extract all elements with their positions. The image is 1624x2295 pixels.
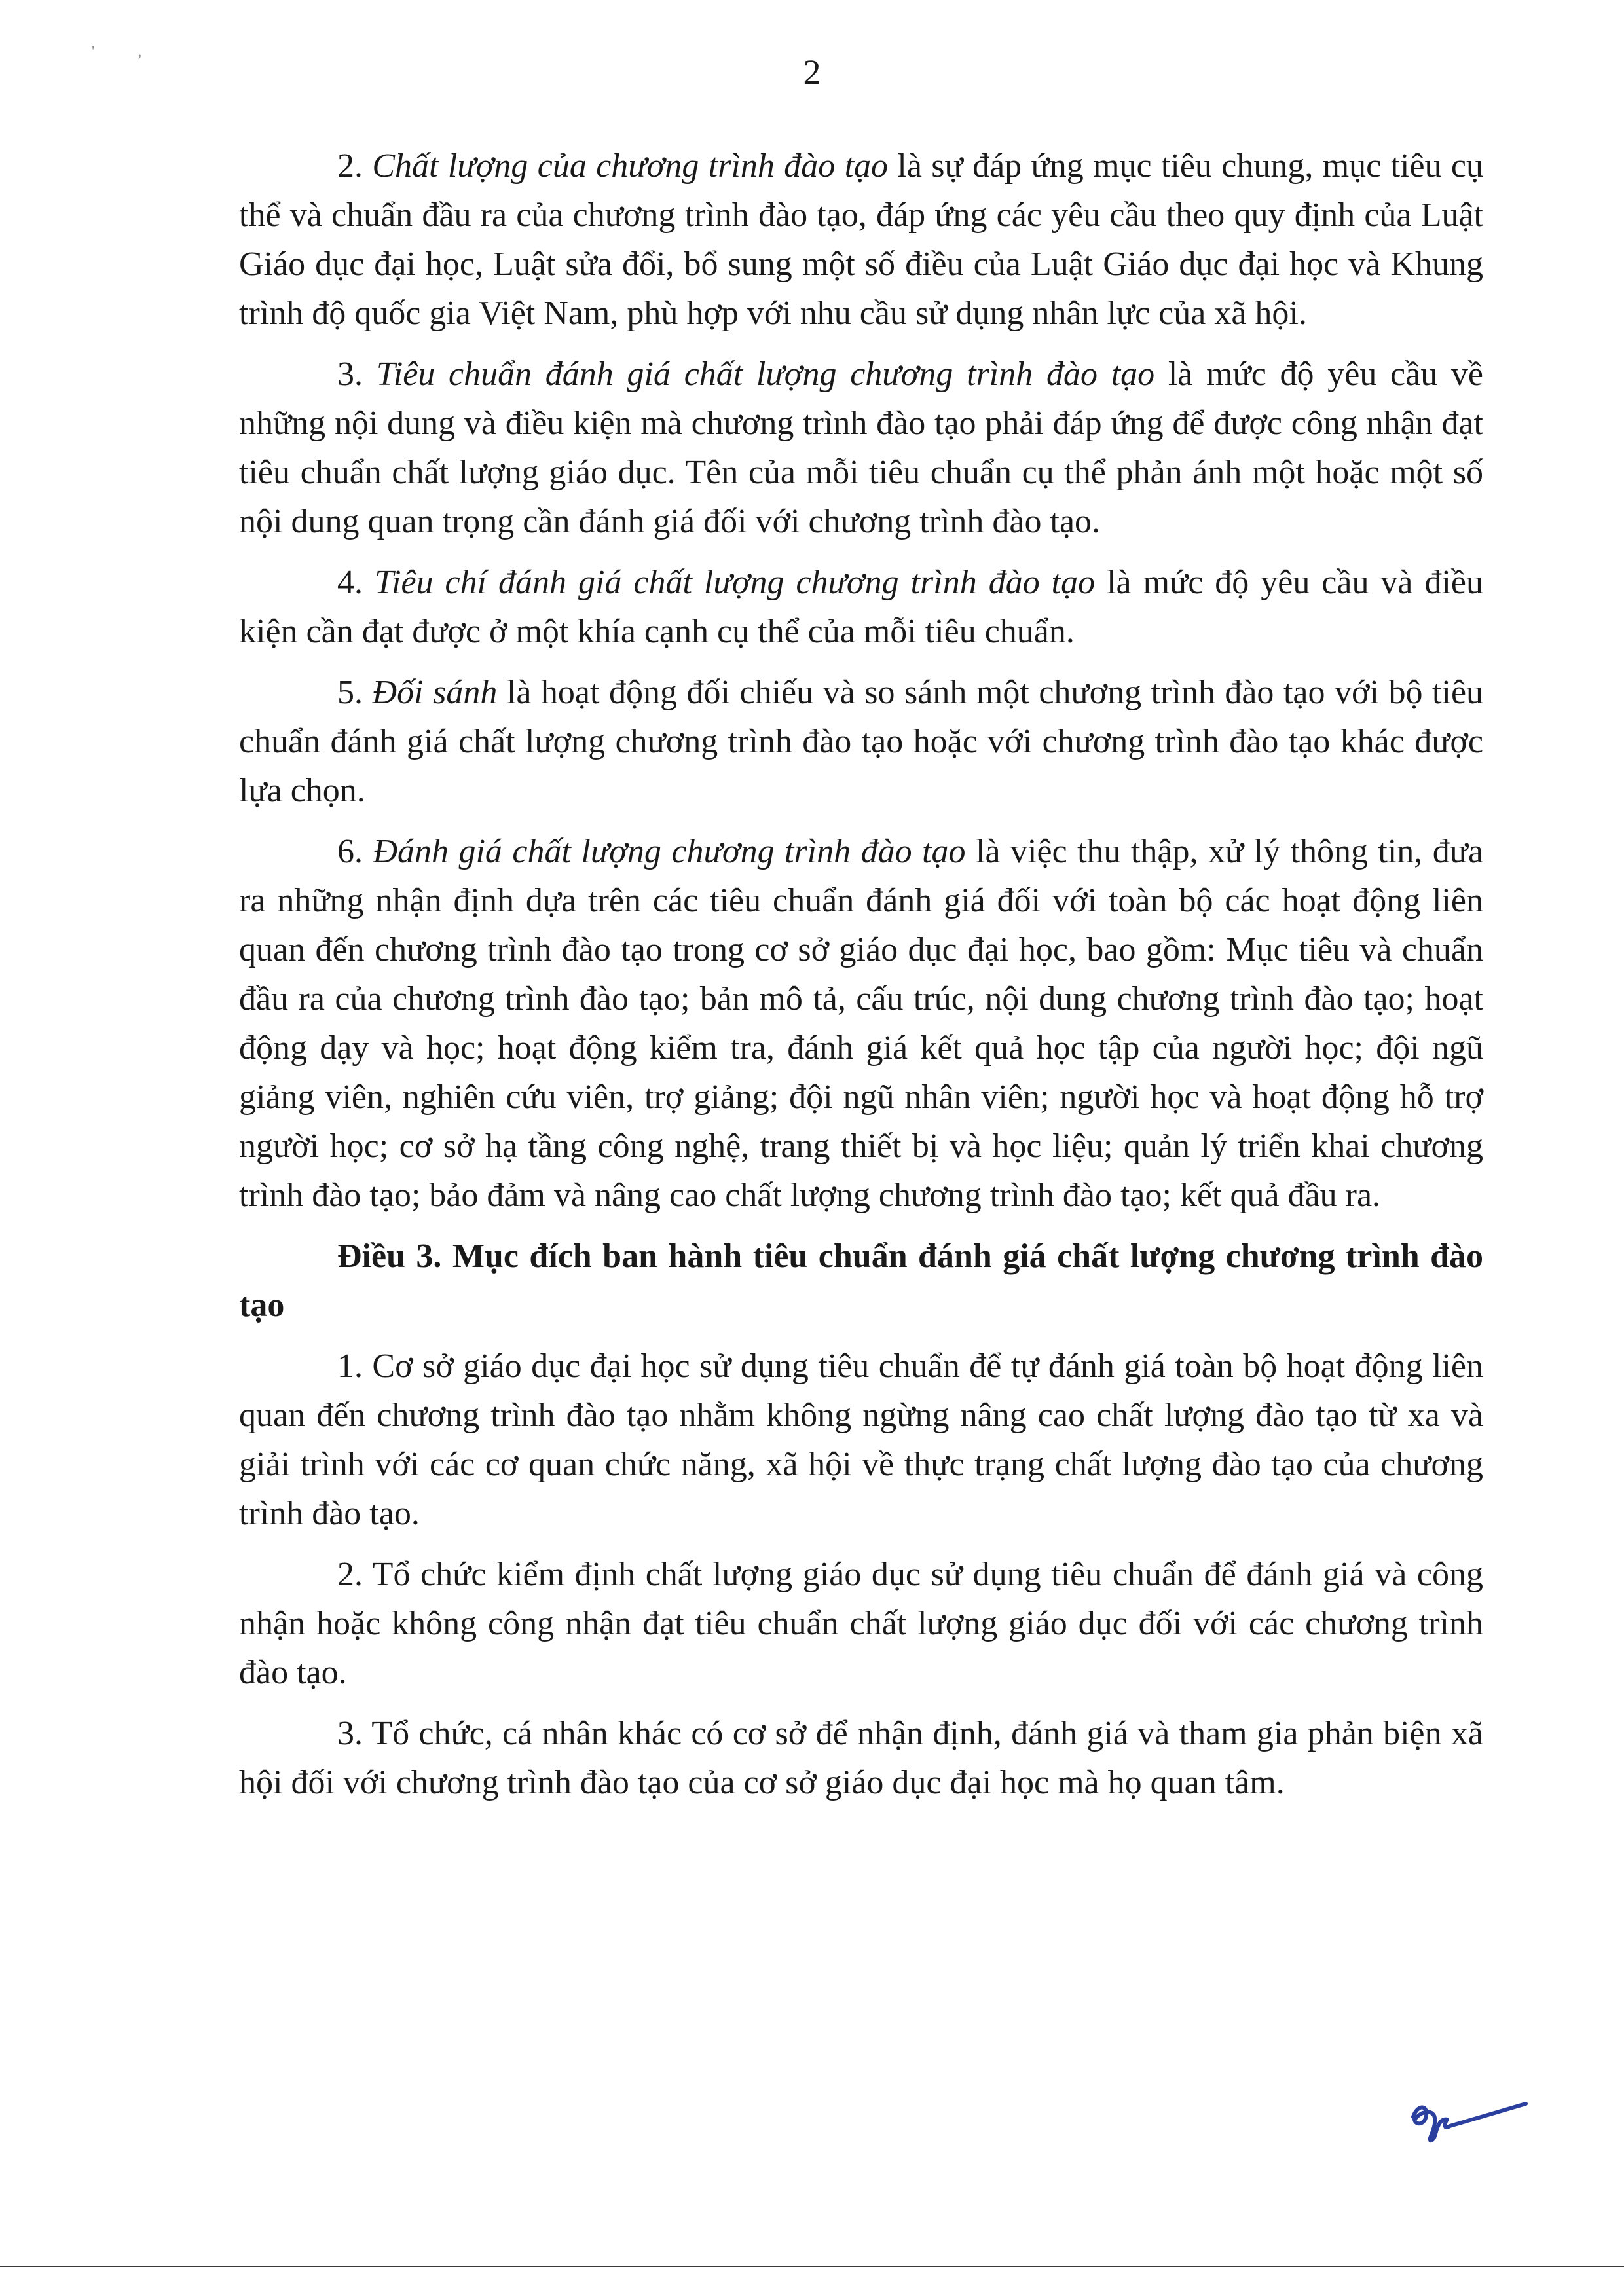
page-bottom-rule — [0, 2266, 1624, 2267]
article-3-heading: Điều 3. Mục đích ban hành tiêu chuẩn đánh giá chất lượng chương trình đào tạo — [239, 1238, 1483, 1324]
item-number: 3. — [337, 356, 363, 393]
item-number: 6. — [337, 833, 363, 870]
definition-item-4 — [239, 558, 1483, 656]
article-3-item-1: 1. Cơ sở giáo dục đại học sử dụng tiêu chuẩn để tự đánh giá toàn bộ hoạt động liên quan đến chương trình đào tạo nhằm không ngừng nâng cao chất lượng đào tạo từ xa và giải trình với các cơ quan chức năng, xã hội về thực trạng chất lượng đào tạo của chương trình đào tạo. — [239, 1348, 1483, 1532]
definition-text: là sự đáp ứng mục tiêu chung, mục tiêu cụ thể và chuẩn đầu ra của chương trình đào tạo, đáp ứng các yêu cầu theo quy định của Luật Giáo dục đại học, Luật sửa đổi, bổ sung một số điều của Luật Giáo dục đại học và Khung trình độ quốc gia Việt Nam, phù hợp với nhu cầu sử dụng nhân lực của xã hội. — [239, 147, 1484, 332]
definition-text: là mức độ yêu cầu về những nội dung và điều kiện mà chương trình đào tạo phải đáp ứng để được công nhận đạt tiêu chuẩn chất lượng giáo dục. Tên của mỗi tiêu chuẩn cụ thể phản ánh một hoặc một số nội dung quan trọng cần đánh giá đối với chương trình đào tạo. — [239, 356, 1484, 540]
definition-text: là mức độ yêu cầu và điều kiện cần đạt được ở một khía cạnh cụ thể của mỗi tiêu chuẩn. — [239, 564, 1484, 650]
scan-artifact: ' , — [92, 43, 162, 60]
item-number: 5. — [337, 674, 363, 711]
handwritten-initials-signature — [1401, 2085, 1532, 2157]
article-3-item-2: 2. Tổ chức kiểm định chất lượng giáo dục sử dụng tiêu chuẩn để đánh giá và công nhận hoặc không công nhận đạt tiêu chuẩn chất lượng giáo dục đối với các chương trình đào tạo. — [239, 1556, 1483, 1691]
definition-item-5 — [239, 668, 1483, 815]
item-number: 4. — [337, 564, 363, 601]
defined-term: Tiêu chí đánh giá chất lượng chương trình đào tạo — [374, 564, 1096, 601]
article-3-item-3: 3. Tổ chức, cá nhân khác có cơ sở để nhận định, đánh giá và tham gia phản biện xã hội đối với chương trình đào tạo của cơ sở giáo dục đại học mà họ quan tâm. — [239, 1715, 1483, 1801]
defined-term: Đánh giá chất lượng chương trình đào tạo — [373, 833, 966, 870]
item-number: 2. — [337, 147, 363, 185]
definition-text: là hoạt động đối chiếu và so sánh một chương trình đào tạo với bộ tiêu chuẩn đánh giá chất lượng chương trình đào tạo hoặc với chương trình đào tạo khác được lựa chọn. — [239, 674, 1484, 809]
definition-item-6 — [239, 827, 1483, 1220]
defined-term: Tiêu chuẩn đánh giá chất lượng chương trình đào tạo — [376, 356, 1155, 393]
definition-text: là việc thu thập, xử lý thông tin, đưa ra những nhận định dựa trên các tiêu chuẩn đánh giá đối với toàn bộ các hoạt động liên quan đến chương trình đào tạo trong cơ sở giáo dục đại học, bao gồm: Mục tiêu và chuẩn đầu ra của chương trình đào tạo; bản mô tả, cấu trúc, nội dung chương trình đào tạo; hoạt động dạy và học; hoạt động kiểm tra, đánh giá kết quả học tập của người học; đội ngũ giảng viên, nghiên cứu viên, trợ giảng; đội ngũ nhân viên; người học và hoạt động hỗ trợ người học; cơ sở hạ tầng công nghệ, trang thiết bị và học liệu; quản lý triển khai chương trình đào tạo; bảo đảm và nâng cao chất lượng chương trình đào tạo; kết quả đầu ra. — [239, 833, 1484, 1214]
signature-stroke — [1413, 2104, 1526, 2140]
defined-term: Chất lượng của chương trình đào tạo — [372, 147, 889, 185]
page-number: 2 — [803, 52, 821, 92]
defined-term: Đối sánh — [372, 674, 498, 711]
definition-item-3 — [239, 350, 1483, 546]
definition-item-2 — [239, 141, 1483, 338]
document-body — [239, 141, 1483, 1819]
